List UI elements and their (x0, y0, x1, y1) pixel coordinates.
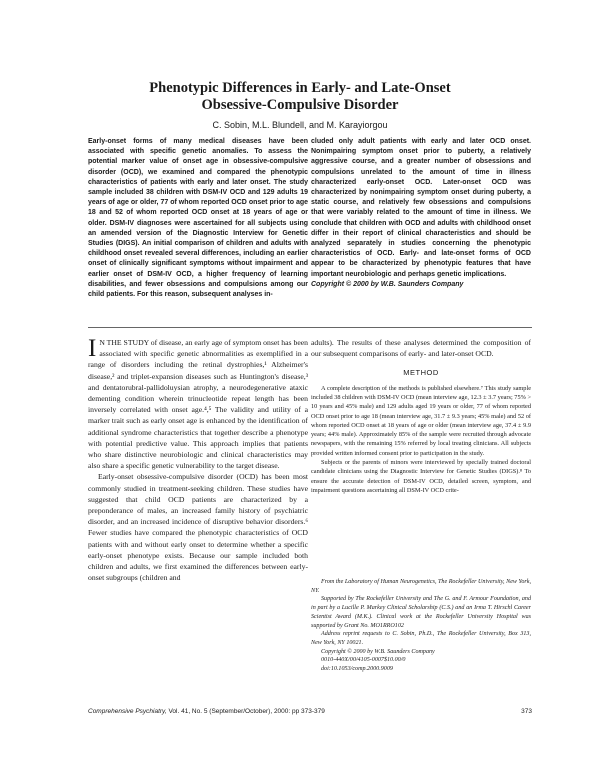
abstract-text-left: Early-onset forms of many medical diseases have been associated with specific genetic anomalies. To assess the potential marker value of onset age in obsessive-compulsive disorder (OCD), we examined and compared the phenotypic characteristics of patients with early and later onset. The study sample included 38 children with DSM-IV OCD and 129 adults 19 years of age or older, 77 of whom reported OCD onset prior to age 18 and 52 of whom reported OCD onset at 18 years of age or older. DSM-IV diagnoses were ascertained for all subjects using an amended version of the Diagnostic Interview for Genetic Studies (DIGS). An initial comparison of children and adults with childhood onset revealed several differences, including an earlier onset of clinically significant symptoms without impairment and earlier onset of DSM-IV OCD, a higher frequency of learning disabilities, and fewer obsessions and compulsions among our child patients. For this reason, subsequent analyses in- (88, 138, 308, 299)
method-section (311, 384, 531, 496)
page-number: 373 (521, 708, 532, 715)
method-paragraph-2: Subjects or the parents of minors were interviewed by specially trained doctoral candidate clinicians using the Diagnostic Interview for Genetic Studies (DIGS).⁸ To ensure the accurate detection of DSM-IV OCD, detailed screen, symptom, and impairment questions ascertaining all DSM-IV OCD crite- (311, 458, 531, 494)
title-line-1: Phenotypic Differences in Early- and Late-Onset (149, 80, 451, 96)
body-right-column (311, 337, 531, 495)
article-title (60, 80, 540, 114)
abstract-divider (88, 327, 532, 328)
journal-name: Comprehensive Psychiatry, (88, 708, 167, 715)
abstract-left-column (88, 137, 308, 300)
intro-paragraph-1-text: N THE STUDY of disease, an early age of symptom onset has been associated with specific genetic abnormalities as exemplified in a range of disorders including the retinal dystrophies,¹ Alzheimer's disease,² and triplet-expansion diseases such as Huntington's disease,³ and dentatorubral-pallidoluysian atrophy, a neurodegenerative ataxic dementing condition wherein trinucleotide repeat length has been inversely correlated with onset age.⁴,⁵ The validity and utility of a marker trait such as early onset age is enhanced by the identification of additional syndrome characteristics that together describe a phenotype with potential predictive value. This approach implies that patients who share distinctive neurobiologic and clinical characteristics may also share a specific genetic vulnerability to the target disease. (88, 338, 308, 471)
drop-cap: I (88, 335, 97, 362)
footnote-copyright: Copyright © 2000 by W.B. Saunders Company (321, 648, 435, 655)
footnote-reprints: Address reprint requests to C. Sobin, Ph.D., The Rockefeller University, Box 313, New York, NY 10021. (311, 631, 531, 646)
method-heading: METHOD (403, 368, 439, 378)
right-paragraph-1: adults). The results of these analyses determined the composition of our subsequent comparisons of early- and later-onset OCD. (311, 338, 531, 359)
journal-citation (88, 708, 325, 715)
intro-paragraph-1 (88, 337, 308, 471)
abstract-text-right: cluded only adult patients with early and later OCD onset. Nonimpairing symptom onset prior to puberty, a relatively aggressive course, and a greater number of obsessions and compulsions unrelated to the amount of time in illness characterized early-onset OCD. Later-onset OCD was characterized by nonimpairing symptom onset during puberty, a static course, and relatively few obsessions and compulsions that were variably related to the amount of time in illness. We conclude that children with OCD and adults with childhood onset differ in their report of clinical characteristics and should be analyzed separately in studies concerning the phenotypic characteristics of OCD. Early- and late-onset forms of OCD appear to be characterized by phenotypic features that have important neurobiologic and perhaps genetic implications. (311, 138, 531, 278)
method-paragraph-1: A complete description of the methods is published elsewhere.⁷ This study sample included 38 children with DSM-IV OCD (mean interview age, 12.3 ± 3.7 years; 75% > 10 years and 45% male) and 129 adults aged 19 years or older, 77 of whom reported OCD onset prior to age 18 (mean interview age, 31.7 ± 9.3 years; 45% male) and 52 of whom reported OCD onset at 18 years of age or older (mean interview age, 37.4 ± 9.9 years; 44% male). Approximately 85% of the sample were recruited through advocate newspapers, with the remaining 15% referred by local treating clinicians. All subjects provided written informed consent prior to participation in the study. (311, 384, 531, 457)
footnotes (311, 578, 531, 674)
journal-volume-info: Vol. 41, No. 5 (September/October), 2000: pp 373-379 (166, 708, 325, 715)
footnote-affiliation: From the Laboratory of Human Neurogenetics, The Rockefeller University, New York, NY. (311, 579, 531, 594)
footnote-support: Supported by The Rockefeller University and The G. and F. Armour Foundation, and in part by a Lucille P. Markey Clinical Scholarship (C.S.) and an Irma T. Hirschl Career Scientist Award (M.K.). Clinical work at the Rockefeller University Hospital was supported by Grant No. MO1RRO102 (311, 596, 531, 629)
intro-paragraph-2: Early-onset obsessive-compulsive disorder (OCD) has been most commonly studied in treatment-seeking children. These studies have suggested that child OCD patients are characterized by a preponderance of males, an increased family history of psychiatric disorder, and an increased incidence of disruptive behavior disorders.⁶ Fewer studies have compared the phenotypic characteristics of OCD patients with and without early onset to determine whether a specific early-onset phenotype exists. Because our sample included both children and adults, we first examined the differences between early-onset subgroups (children and (88, 472, 308, 583)
footnote-doi: doi:10.1053/comp.2000.9009 (321, 666, 393, 673)
authors: C. Sobin, M.L. Blundell, and M. Karayiorgou (212, 120, 388, 130)
body-left-column (88, 337, 308, 583)
abstract-right-column (311, 137, 531, 290)
title-line-2: Obsessive-Compulsive Disorder (201, 97, 399, 113)
footnote-issn: 0010-440X/00/4105-0007$10.00/0 (321, 657, 406, 664)
abstract-copyright: Copyright © 2000 by W.B. Saunders Company (311, 280, 464, 288)
